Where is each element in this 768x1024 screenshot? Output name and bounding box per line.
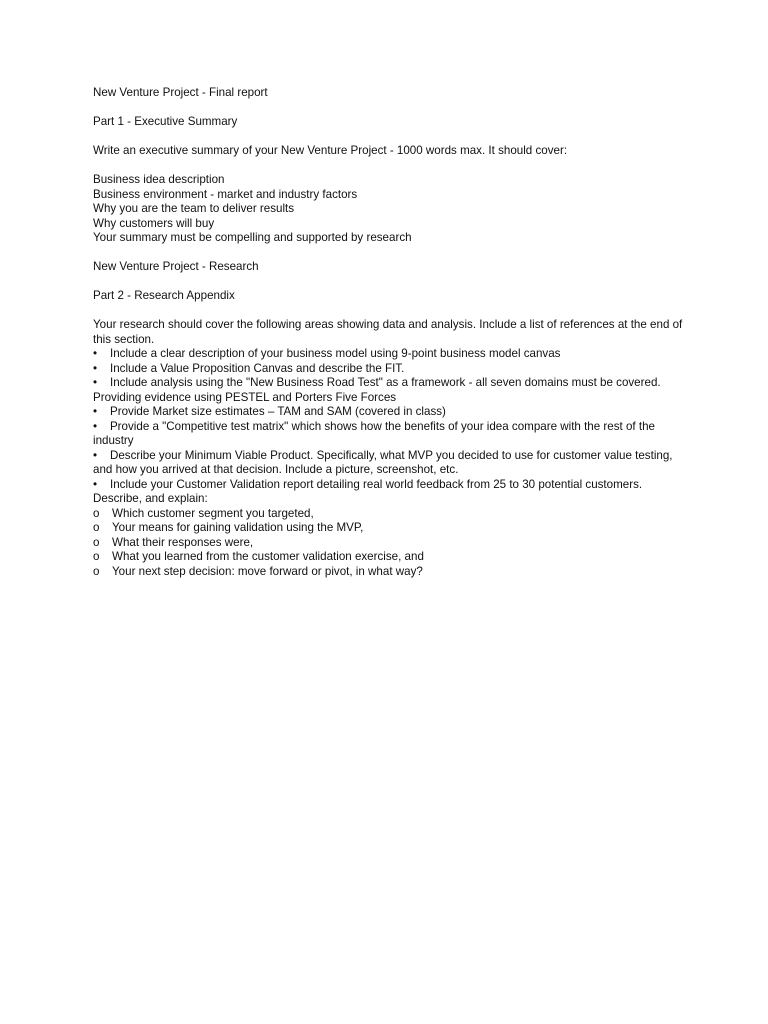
list-item: [93, 521, 683, 536]
spacer: [93, 159, 683, 174]
o-list: [93, 507, 683, 580]
list-item-text: Your next step decision: move forward or pivot, in what way?: [112, 564, 423, 578]
list-item: [93, 536, 683, 551]
list-item: Your summary must be compelling and supported by research: [93, 231, 412, 244]
list-item: [93, 420, 683, 449]
research-title: New Venture Project - Research: [93, 260, 259, 273]
list-item-text: Include a Value Proposition Canvas and describe the FIT.: [110, 361, 405, 375]
list-item: [93, 507, 683, 522]
bullet-list-b: [93, 405, 683, 492]
list-item: Business idea description: [93, 173, 225, 186]
list-item-text: Which customer segment you targeted,: [112, 506, 314, 520]
document-title: New Venture Project - Final report: [93, 86, 268, 99]
list-item: [93, 362, 683, 377]
bullet-icon: •: [93, 448, 98, 462]
list-item-text: Provide Market size estimates – TAM and SAM (covered in class): [110, 405, 446, 418]
list-item-text: Provide a "Competitive test matrix" which shows how the benefits of your idea compare with the rest of the industry: [93, 419, 659, 447]
part1-intro: Write an executive summary of your New Venture Project - 1000 words max. It should cover:: [93, 144, 568, 157]
bullet-icon: •: [93, 361, 98, 375]
bullet-icon: •: [93, 376, 98, 389]
bullet-icon: •: [93, 347, 98, 360]
circle-bullet-icon: o: [93, 564, 100, 578]
list-item-text: What you learned from the customer validation exercise, and: [112, 550, 424, 563]
spacer: [93, 304, 683, 319]
circle-bullet-icon: o: [93, 506, 100, 520]
spacer: [93, 101, 683, 116]
spacer: [93, 246, 683, 261]
bullet-icon: •: [93, 477, 98, 491]
describe-line: Describe, and explain:: [93, 492, 208, 505]
list-item-text: Include a clear description of your business model using 9-point business model canvas: [110, 347, 561, 360]
bullet-spacer: [97, 420, 110, 433]
list-item-text: What their responses were,: [112, 535, 254, 549]
list-item-text: Include your Customer Validation report detailing real world feedback from 25 to 30 potential customers.: [110, 477, 643, 491]
part1-list: [93, 173, 683, 246]
list-item: [93, 550, 683, 565]
list-item: Business environment - market and industry factors: [93, 187, 358, 201]
list-item: [93, 478, 683, 493]
list-item-text: Describe your Minimum Viable Product. Specifically, what MVP you decided to use for customer value testing, and how you arrived at that decision. Include a picture, screenshot, etc.: [93, 448, 676, 476]
bullet-icon: •: [93, 419, 98, 433]
list-item: [93, 347, 683, 362]
list-item: Why customers will buy: [93, 216, 215, 230]
bullet-icon: •: [93, 405, 98, 418]
list-item: [93, 376, 683, 391]
document-page: [93, 86, 686, 579]
part2-heading: Part 2 - Research Appendix: [93, 289, 235, 302]
list-item: Why you are the team to deliver results: [93, 202, 295, 215]
spacer: [93, 275, 683, 290]
list-item-text: Your means for gaining validation using the MVP,: [112, 521, 364, 534]
list-item: [93, 405, 683, 420]
list-item: [93, 449, 683, 478]
bullet-list-a: [93, 347, 683, 391]
bullet-spacer: [97, 449, 110, 462]
part1-heading: Part 1 - Executive Summary: [93, 115, 238, 128]
list-item: [93, 565, 683, 580]
pestel-line: Providing evidence using PESTEL and Porters Five Forces: [93, 390, 397, 404]
part2-intro: Your research should cover the following areas showing data and analysis. Include a list of references at the end of this section.: [93, 318, 686, 346]
circle-bullet-icon: o: [93, 550, 100, 563]
list-item-text: Include analysis using the "New Business Road Test" as a framework - all seven domains must be covered.: [110, 376, 661, 389]
circle-bullet-icon: o: [93, 535, 100, 549]
circle-bullet-icon: o: [93, 521, 100, 534]
spacer: [93, 130, 683, 145]
